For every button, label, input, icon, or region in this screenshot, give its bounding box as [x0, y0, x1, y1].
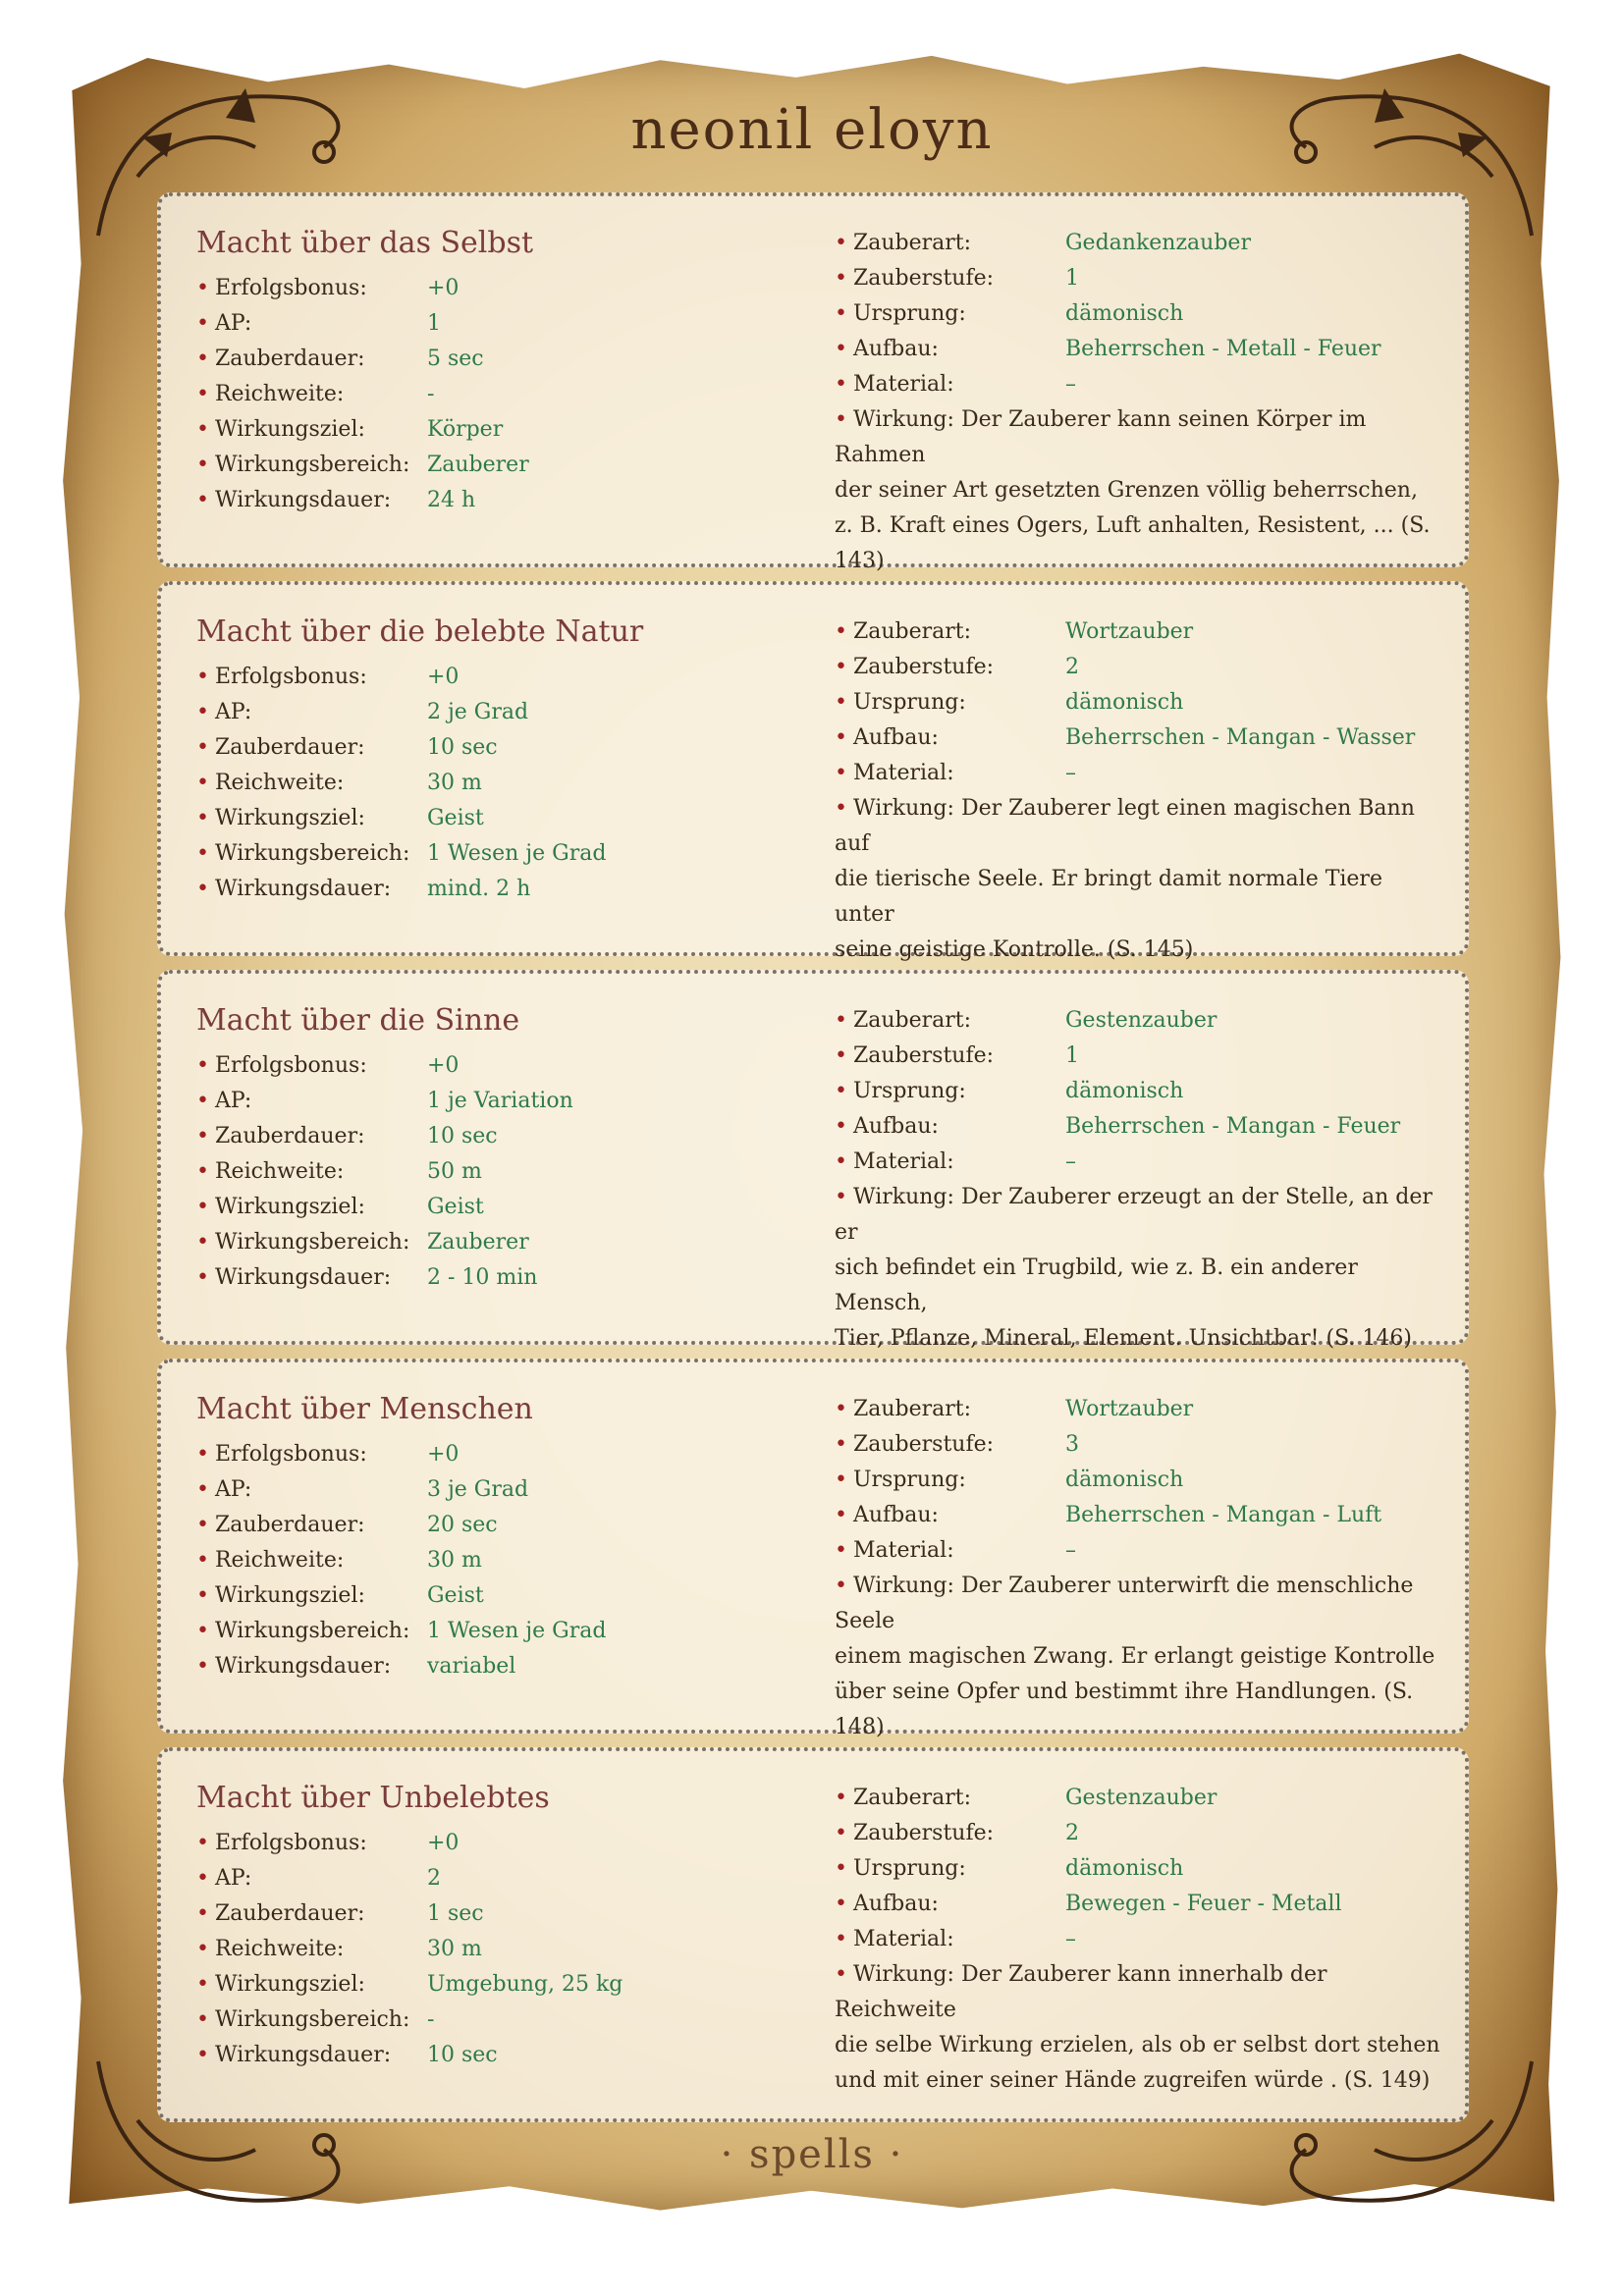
stat-label: Wirkungsbereich: — [214, 1230, 410, 1255]
stat-value: Geist — [426, 1195, 484, 1219]
stat-row — [835, 1887, 1443, 1922]
spell-title: Macht über die belebte Natur — [196, 614, 644, 649]
stat-row — [835, 1922, 1443, 1957]
spell-card — [157, 970, 1469, 1351]
effect-label: Wirkung: — [852, 1574, 954, 1598]
stat-row — [196, 2002, 825, 2038]
stat-label: Ursprung: — [852, 301, 966, 326]
effect-line: seine geistige Kontrolle. (S. 145) — [835, 937, 1194, 962]
bullet-icon: • — [196, 1654, 209, 1679]
stat-value: 2 — [1064, 655, 1079, 679]
stat-label: Material: — [852, 1927, 954, 1951]
stat-value: 1 — [1064, 266, 1079, 291]
stat-row — [196, 1508, 825, 1543]
bullet-icon: • — [196, 276, 209, 300]
stat-label: Wirkungsziel: — [214, 1972, 365, 1997]
stat-label: Erfolgsbonus: — [214, 1442, 367, 1467]
stat-row — [835, 756, 1443, 791]
stat-label: Zauberstufe: — [852, 266, 995, 291]
stat-value: +0 — [426, 1831, 460, 1855]
page-title: neonil eloyn — [630, 98, 994, 162]
spell-stats-right — [835, 226, 1443, 579]
bullet-icon: • — [835, 1538, 847, 1563]
bullet-icon: • — [196, 417, 209, 442]
stat-label: Zauberart: — [852, 231, 972, 255]
stat-row — [196, 271, 825, 306]
stat-row — [196, 1084, 825, 1119]
spell-stats-left — [196, 660, 825, 907]
footer-title: · spells · — [720, 2132, 904, 2177]
stat-row — [196, 306, 825, 342]
stat-value: +0 — [426, 665, 460, 689]
stat-row — [196, 1190, 825, 1225]
stat-value: 1 sec — [426, 1901, 484, 1926]
stat-row — [196, 1967, 825, 2002]
spell-stats-left — [196, 1048, 825, 1296]
bullet-icon: • — [835, 372, 847, 397]
bullet-icon: • — [196, 806, 209, 830]
stat-label: Aufbau: — [852, 1114, 939, 1139]
stat-label: Aufbau: — [852, 725, 939, 750]
stat-row — [196, 2038, 825, 2073]
stat-value: 2 je Grad — [426, 700, 529, 724]
bullet-icon: • — [196, 1159, 209, 1184]
spell-stats-left — [196, 271, 825, 518]
stat-label: AP: — [214, 700, 252, 724]
bullet-icon: • — [196, 382, 209, 406]
bullet-icon: • — [835, 655, 847, 679]
stat-row — [835, 614, 1443, 650]
bullet-icon: • — [835, 725, 847, 750]
spell-stats-left — [196, 1437, 825, 1684]
stat-value: 1 Wesen je Grad — [426, 841, 607, 866]
bullet-icon: • — [835, 266, 847, 291]
spell-stats-left — [196, 1826, 825, 2073]
stat-row — [835, 332, 1443, 367]
stat-value: - — [426, 382, 435, 406]
stat-label: Wirkungsziel: — [214, 1195, 365, 1219]
stat-label: Reichweite: — [214, 771, 345, 795]
stat-value: 50 m — [426, 1159, 482, 1184]
stat-row — [196, 1154, 825, 1190]
stat-row — [835, 1533, 1443, 1569]
spell-effect — [835, 791, 1443, 968]
bullet-icon: • — [196, 1195, 209, 1219]
bullet-icon: • — [196, 1583, 209, 1608]
stat-value: Umgebung, 25 kg — [426, 1972, 623, 1997]
stat-label: Reichweite: — [214, 382, 345, 406]
stat-label: AP: — [214, 1477, 252, 1502]
stat-label: Reichweite: — [214, 1937, 345, 1961]
stat-row — [196, 836, 825, 872]
bullet-icon: • — [196, 1089, 209, 1113]
stat-row — [196, 448, 825, 483]
stat-label: Material: — [852, 1149, 954, 1174]
bullet-icon: • — [196, 1901, 209, 1926]
stat-label: AP: — [214, 311, 252, 336]
stat-value: dämonisch — [1064, 301, 1184, 326]
stat-row — [196, 730, 825, 766]
stat-row — [196, 1119, 825, 1154]
bullet-icon: • — [835, 761, 847, 785]
stat-row — [196, 412, 825, 448]
bullet-icon: • — [196, 1265, 209, 1290]
stat-value: 30 m — [426, 1548, 482, 1573]
bullet-icon: • — [835, 1043, 847, 1068]
bullet-icon: • — [835, 1786, 847, 1810]
bullet-icon: • — [835, 796, 847, 821]
bullet-icon: • — [835, 1079, 847, 1103]
stat-value: Körper — [426, 417, 504, 442]
stat-row — [196, 872, 825, 907]
stat-label: Wirkungsbereich: — [214, 841, 410, 866]
effect-line: z. B. Kraft eines Ogers, Luft anhalten, Resistent, ... (S. 143) — [835, 513, 1431, 573]
stat-row — [835, 1463, 1443, 1498]
bullet-icon: • — [196, 1513, 209, 1537]
stat-label: Ursprung: — [852, 690, 966, 715]
stat-row — [835, 226, 1443, 261]
stat-row — [196, 695, 825, 730]
stat-row — [835, 261, 1443, 296]
stat-value: – — [1064, 761, 1076, 785]
stat-label: Ursprung: — [852, 1468, 966, 1492]
stat-value: – — [1064, 1149, 1076, 1174]
stat-row — [835, 1003, 1443, 1039]
stat-label: Aufbau: — [852, 1892, 939, 1916]
stat-label: Zauberart: — [852, 619, 972, 644]
stat-row — [196, 377, 825, 412]
stat-value: 1 — [426, 311, 441, 336]
spell-stats-right — [835, 614, 1443, 968]
stat-row — [196, 801, 825, 836]
stat-label: Aufbau: — [852, 1503, 939, 1527]
spell-title: Macht über Menschen — [196, 1392, 533, 1426]
bullet-icon: • — [196, 1548, 209, 1573]
stat-label: Reichweite: — [214, 1159, 345, 1184]
bullet-icon: • — [835, 337, 847, 361]
stat-value: 1 je Variation — [426, 1089, 573, 1113]
stat-value: 2 — [426, 1866, 441, 1891]
spell-title: Macht über die Sinne — [196, 1003, 520, 1038]
stat-label: Wirkungsbereich: — [214, 2007, 410, 2032]
stat-value: Gestenzauber — [1064, 1786, 1218, 1810]
stat-row — [835, 1427, 1443, 1463]
stat-value: Geist — [426, 1583, 484, 1608]
stat-value: Geist — [426, 806, 484, 830]
stat-value: 30 m — [426, 771, 482, 795]
stat-value: dämonisch — [1064, 690, 1184, 715]
stat-value: Wortzauber — [1064, 1397, 1194, 1421]
stat-row — [835, 1074, 1443, 1109]
effect-label: Wirkung: — [852, 1185, 954, 1209]
stat-row — [835, 367, 1443, 402]
stat-label: Zauberdauer: — [214, 735, 365, 760]
bullet-icon: • — [835, 1927, 847, 1951]
stat-value: 10 sec — [426, 2043, 498, 2067]
stat-value: Gestenzauber — [1064, 1008, 1218, 1033]
stat-label: Ursprung: — [852, 1079, 966, 1103]
stat-row — [196, 1225, 825, 1260]
effect-line: der seiner Art gesetzten Grenzen völlig beherrschen, — [835, 478, 1418, 503]
stat-row — [835, 685, 1443, 721]
stat-label: Erfolgsbonus: — [214, 665, 367, 689]
bullet-icon: • — [196, 1831, 209, 1855]
bullet-icon: • — [835, 1821, 847, 1845]
effect-line: Der Zauberer kann innerhalb der Reichweite — [835, 1962, 1327, 2022]
spell-effect — [835, 1180, 1443, 1357]
effect-label: Wirkung: — [852, 407, 954, 432]
effect-line: über seine Opfer und bestimmt ihre Handlungen. (S. 148) — [835, 1680, 1414, 1739]
stat-value: 30 m — [426, 1937, 482, 1961]
stat-row — [196, 1048, 825, 1084]
stat-row — [835, 1851, 1443, 1887]
effect-line: Der Zauberer legt einen magischen Bann auf — [835, 796, 1415, 856]
stat-row — [835, 1109, 1443, 1145]
stat-label: Wirkungsziel: — [214, 806, 365, 830]
stat-label: AP: — [214, 1089, 252, 1113]
stat-label: Zauberstufe: — [852, 1432, 995, 1457]
stat-row — [196, 1896, 825, 1932]
bullet-icon: • — [196, 665, 209, 689]
stat-value: 2 — [1064, 1821, 1079, 1845]
effect-line: die tierische Seele. Er bringt damit normale Tiere unter — [835, 867, 1382, 927]
stat-row — [196, 1578, 825, 1614]
stat-row — [196, 1826, 825, 1861]
stat-label: Zauberstufe: — [852, 1043, 995, 1068]
effect-line: Der Zauberer kann seinen Körper im Rahmen — [835, 407, 1367, 467]
stat-value: +0 — [426, 1442, 460, 1467]
stat-value: - — [426, 2007, 435, 2032]
bullet-icon: • — [196, 2043, 209, 2067]
stat-value: dämonisch — [1064, 1468, 1184, 1492]
stat-label: Zauberart: — [852, 1397, 972, 1421]
stat-row — [196, 766, 825, 801]
stat-label: Erfolgsbonus: — [214, 1831, 367, 1855]
effect-line: Der Zauberer unterwirft die menschliche Seele — [835, 1574, 1414, 1633]
spell-stats-right — [835, 1392, 1443, 1745]
bullet-icon: • — [835, 619, 847, 644]
stat-value: 10 sec — [426, 1124, 498, 1148]
bullet-icon: • — [835, 231, 847, 255]
bullet-icon: • — [196, 841, 209, 866]
stat-label: Wirkungsbereich: — [214, 1619, 410, 1643]
bullet-icon: • — [196, 2007, 209, 2032]
stat-row — [835, 1392, 1443, 1427]
bullet-icon: • — [196, 1937, 209, 1961]
spell-effect — [835, 1957, 1443, 2099]
bullet-icon: • — [835, 1892, 847, 1916]
bullet-icon: • — [835, 1503, 847, 1527]
stat-value: Beherrschen - Mangan - Wasser — [1064, 725, 1416, 750]
bullet-icon: • — [196, 1053, 209, 1078]
effect-line: die selbe Wirkung erzielen, als ob er selbst dort stehen — [835, 2033, 1440, 2057]
stat-label: Zauberart: — [852, 1008, 972, 1033]
spell-card — [157, 581, 1469, 962]
stat-value: 1 — [1064, 1043, 1079, 1068]
bullet-icon: • — [835, 1856, 847, 1881]
stat-label: Material: — [852, 761, 954, 785]
bullet-icon: • — [196, 735, 209, 760]
spell-card — [157, 192, 1469, 573]
stat-label: Wirkungsdauer: — [214, 1265, 392, 1290]
bullet-icon: • — [835, 1185, 847, 1209]
bullet-icon: • — [835, 301, 847, 326]
stat-label: Zauberdauer: — [214, 1513, 365, 1537]
spell-stats-right — [835, 1003, 1443, 1357]
spell-title: Macht über das Selbst — [196, 226, 534, 260]
stat-value: Zauberer — [426, 1230, 529, 1255]
bullet-icon: • — [196, 1230, 209, 1255]
stat-value: Zauberer — [426, 453, 529, 477]
effect-line: Tier, Pflanze, Mineral, Element. Unsichtbar! (S. 146) — [835, 1326, 1412, 1351]
bullet-icon: • — [835, 1468, 847, 1492]
stat-label: Wirkungsdauer: — [214, 488, 392, 512]
bullet-icon: • — [196, 1124, 209, 1148]
stat-value: Beherrschen - Metall - Feuer — [1064, 337, 1381, 361]
stat-row — [196, 1614, 825, 1649]
effect-line: sich befindet ein Trugbild, wie z. B. ein anderer Mensch, — [835, 1255, 1358, 1315]
bullet-icon: • — [196, 1972, 209, 1997]
stat-value: 1 Wesen je Grad — [426, 1619, 607, 1643]
stat-value: variabel — [426, 1654, 516, 1679]
bullet-icon: • — [196, 700, 209, 724]
stat-row — [835, 1039, 1443, 1074]
stat-row — [196, 1543, 825, 1578]
stat-row — [835, 1498, 1443, 1533]
bullet-icon: • — [196, 347, 209, 371]
stat-label: Material: — [852, 372, 954, 397]
stat-label: Erfolgsbonus: — [214, 1053, 367, 1078]
bullet-icon: • — [196, 1866, 209, 1891]
bullet-icon: • — [196, 453, 209, 477]
stat-row — [196, 1437, 825, 1472]
bullet-icon: • — [196, 1477, 209, 1502]
stat-label: Zauberdauer: — [214, 1901, 365, 1926]
stat-label: Wirkungsziel: — [214, 417, 365, 442]
stat-value: +0 — [426, 276, 460, 300]
stat-label: Reichweite: — [214, 1548, 345, 1573]
bullet-icon: • — [835, 1397, 847, 1421]
stat-label: Zauberdauer: — [214, 347, 365, 371]
stat-value: dämonisch — [1064, 1079, 1184, 1103]
stat-label: Wirkungsdauer: — [214, 877, 392, 901]
stat-label: Wirkungsdauer: — [214, 2043, 392, 2067]
effect-label: Wirkung: — [852, 1962, 954, 1987]
bullet-icon: • — [196, 1619, 209, 1643]
stat-row — [196, 1260, 825, 1296]
stat-row — [835, 650, 1443, 685]
stat-value: dämonisch — [1064, 1856, 1184, 1881]
stat-label: Wirkungsbereich: — [214, 453, 410, 477]
spell-effect — [835, 1569, 1443, 1745]
stat-label: Aufbau: — [852, 337, 939, 361]
bullet-icon: • — [835, 407, 847, 432]
stat-label: Zauberstufe: — [852, 655, 995, 679]
bullet-icon: • — [835, 690, 847, 715]
stat-value: 20 sec — [426, 1513, 498, 1537]
stat-row — [196, 483, 825, 518]
stat-value: +0 — [426, 1053, 460, 1078]
stat-value: 2 - 10 min — [426, 1265, 538, 1290]
bullet-icon: • — [196, 771, 209, 795]
stat-value: – — [1064, 1538, 1076, 1563]
stat-value: – — [1064, 1927, 1076, 1951]
stat-label: Zauberstufe: — [852, 1821, 995, 1845]
stat-row — [835, 1145, 1443, 1180]
spell-stats-right — [835, 1781, 1443, 2099]
stat-row — [196, 660, 825, 695]
stat-value: – — [1064, 372, 1076, 397]
stat-row — [835, 721, 1443, 756]
effect-line: einem magischen Zwang. Er erlangt geistige Kontrolle — [835, 1644, 1435, 1669]
stat-row — [835, 1781, 1443, 1816]
stat-value: Bewegen - Feuer - Metall — [1064, 1892, 1342, 1916]
bullet-icon: • — [196, 311, 209, 336]
effect-label: Wirkung: — [852, 796, 954, 821]
stat-value: 3 — [1064, 1432, 1079, 1457]
stat-row — [196, 342, 825, 377]
bullet-icon: • — [835, 1114, 847, 1139]
spell-card — [157, 1359, 1469, 1739]
bullet-icon: • — [196, 488, 209, 512]
stat-value: 3 je Grad — [426, 1477, 529, 1502]
stat-value: mind. 2 h — [426, 877, 531, 901]
stat-value: Gedankenzauber — [1064, 231, 1251, 255]
stat-row — [835, 1816, 1443, 1851]
stat-label: Erfolgsbonus: — [214, 276, 367, 300]
stat-row — [196, 1649, 825, 1684]
effect-line: Der Zauberer erzeugt an der Stelle, an der er — [835, 1185, 1433, 1245]
spell-card — [157, 1747, 1469, 2122]
stat-label: Material: — [852, 1538, 954, 1563]
stat-value: 24 h — [426, 488, 476, 512]
stat-row — [196, 1932, 825, 1967]
bullet-icon: • — [835, 1432, 847, 1457]
stat-label: Zauberart: — [852, 1786, 972, 1810]
bullet-icon: • — [835, 1962, 847, 1987]
spell-title: Macht über Unbelebtes — [196, 1781, 550, 1815]
bullet-icon: • — [835, 1008, 847, 1033]
stat-label: AP: — [214, 1866, 252, 1891]
bullet-icon: • — [196, 1442, 209, 1467]
stat-row — [835, 296, 1443, 332]
bullet-icon: • — [835, 1149, 847, 1174]
stat-label: Wirkungsziel: — [214, 1583, 365, 1608]
stat-label: Zauberdauer: — [214, 1124, 365, 1148]
stat-label: Ursprung: — [852, 1856, 966, 1881]
bullet-icon: • — [835, 1574, 847, 1598]
stat-value: Wortzauber — [1064, 619, 1194, 644]
stat-value: Beherrschen - Mangan - Luft — [1064, 1503, 1382, 1527]
stat-row — [196, 1472, 825, 1508]
spell-effect — [835, 402, 1443, 579]
effect-line: und mit einer seiner Hände zugreifen würde . (S. 149) — [835, 2068, 1431, 2093]
stat-value: Beherrschen - Mangan - Feuer — [1064, 1114, 1401, 1139]
stat-label: Wirkungsdauer: — [214, 1654, 392, 1679]
stat-row — [196, 1861, 825, 1896]
stat-value: 10 sec — [426, 735, 498, 760]
stat-value: 5 sec — [426, 347, 484, 371]
bullet-icon: • — [196, 877, 209, 901]
